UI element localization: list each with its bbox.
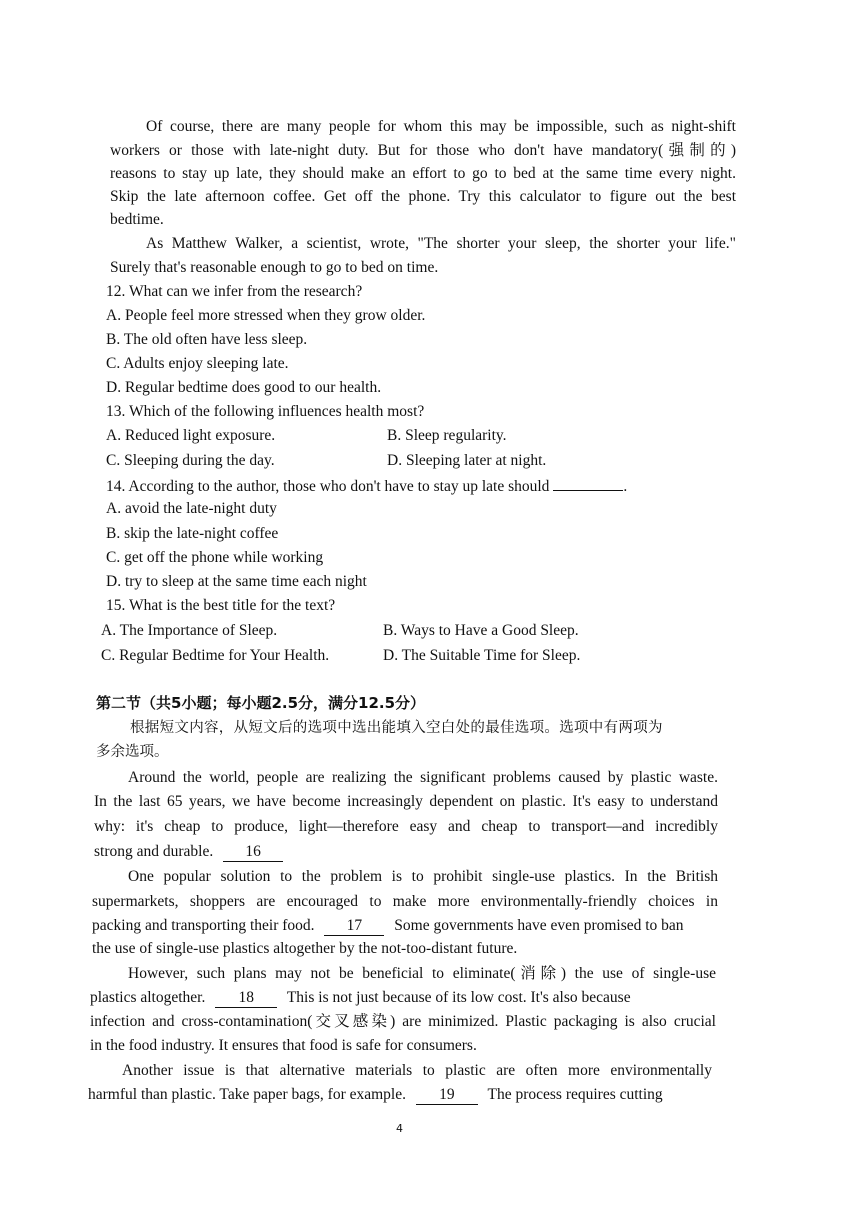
page-number: 4 <box>396 1122 403 1135</box>
question-13-stem: 13. Which of the following influences health most? <box>106 403 425 420</box>
cloze-p4-line1: Another issue is that alternative materials to plastic are often more environmentally <box>122 1062 712 1079</box>
question-14-option-b: B. skip the late-night coffee <box>106 525 279 542</box>
cloze-p2-line3-text-b: Some governments have even promised to ban <box>394 917 684 934</box>
cloze-p4-line2-text-a: harmful than plastic. Take paper bags, for example. <box>88 1086 406 1103</box>
passage-p2-line2: Surely that's reasonable enough to go to bed on time. <box>110 259 439 276</box>
question-12-option-d: D. Regular bedtime does good to our health. <box>106 379 382 396</box>
cloze-p1-line2: In the last 65 years, we have become increasingly dependent on plastic. It's easy to understand <box>94 793 718 810</box>
cloze-p1-line4 <box>94 841 283 863</box>
cloze-p3-line2 <box>90 987 631 1009</box>
question-14-option-a: A. avoid the late-night duty <box>106 500 277 517</box>
passage-p1-line4: Skip the late afternoon coffee. Get off the phone. Try this calculator to figure out the best <box>110 188 736 205</box>
cloze-p2-line3 <box>92 915 684 937</box>
question-13-option-a: A. Reduced light exposure. <box>106 427 276 444</box>
passage-p1-line2: workers or those with late-night duty. But for those who don't have mandatory(强制的) <box>110 142 736 159</box>
question-14-option-c: C. get off the phone while working <box>106 549 324 566</box>
cloze-p3-line1: However, such plans may not be beneficial to eliminate(消除) the use of single-use <box>128 965 716 982</box>
section-2-heading: 第二节（共5小题；每小题2.5分，满分12.5分） <box>96 694 426 712</box>
blank-17: 17 <box>324 917 384 936</box>
blank-16: 16 <box>223 843 283 862</box>
passage-p1-line5: bedtime. <box>110 211 164 228</box>
section-2-instruction-line1: 根据短文内容，从短文后的选项中选出能填入空白处的最佳选项。选项中有两项为 <box>130 720 663 736</box>
blank-19: 19 <box>416 1086 478 1105</box>
passage-p1-line1: Of course, there are many people for whom this may be impossible, such as night-shift <box>146 118 736 135</box>
answer-blank <box>553 474 623 491</box>
passage-p2-line1: As Matthew Walker, a scientist, wrote, "The shorter your sleep, the shorter your life." <box>146 235 736 252</box>
question-12-option-b: B. The old often have less sleep. <box>106 331 308 348</box>
question-14-stem-text: 14. According to the author, those who don't have to stay up late should <box>106 478 550 495</box>
question-13-option-b: B. Sleep regularity. <box>387 427 507 444</box>
question-13-option-d: D. Sleeping later at night. <box>387 452 547 469</box>
question-12-option-c: C. Adults enjoy sleeping late. <box>106 355 289 372</box>
cloze-p4-line2-text-b: The process requires cutting <box>487 1086 663 1103</box>
question-14-option-d: D. try to sleep at the same time each night <box>106 573 367 590</box>
cloze-p3-line4: in the food industry. It ensures that food is safe for consumers. <box>90 1037 477 1054</box>
cloze-p2-line2: supermarkets, shoppers are encouraged to make more environmentally-friendly choices in <box>92 893 718 910</box>
question-12-stem: 12. What can we infer from the research? <box>106 283 363 300</box>
cloze-p4-line2 <box>88 1084 663 1106</box>
cloze-p3-line2-text-a: plastics altogether. <box>90 989 206 1006</box>
cloze-p1-line4-text: strong and durable. <box>94 843 214 860</box>
question-14-stem <box>106 474 627 498</box>
question-12-option-a: A. People feel more stressed when they grow older. <box>106 307 426 324</box>
cloze-p3-line3: infection and cross-contamination(交叉感染) are minimized. Plastic packaging is also crucial <box>90 1013 716 1030</box>
cloze-p2-line4: the use of single-use plastics altogether by the not-too-distant future. <box>92 940 518 957</box>
blank-18: 18 <box>215 989 277 1008</box>
question-13-option-c: C. Sleeping during the day. <box>106 452 275 469</box>
passage-p1-line3: reasons to stay up late, they should make an effort to go to bed at the same time every night. <box>110 165 736 182</box>
question-15-option-c: C. Regular Bedtime for Your Health. <box>101 647 330 664</box>
cloze-p2-line1: One popular solution to the problem is to prohibit single-use plastics. In the British <box>128 868 718 885</box>
cloze-p3-line2-text-b: This is not just because of its low cost. It's also because <box>286 989 631 1006</box>
cloze-p1-line3: why: it's cheap to produce, light—therefore easy and cheap to transport—and incredibly <box>94 818 718 835</box>
question-15-option-a: A. The Importance of Sleep. <box>101 622 278 639</box>
question-15-stem: 15. What is the best title for the text? <box>106 597 336 614</box>
cloze-p2-line3-text-a: packing and transporting their food. <box>92 917 315 934</box>
cloze-p1-line1: Around the world, people are realizing the significant problems caused by plastic waste. <box>128 769 718 786</box>
question-15-option-d: D. The Suitable Time for Sleep. <box>383 647 581 664</box>
question-14-stem-end: . <box>623 478 628 495</box>
section-2-instruction-line2: 多余选项。 <box>96 744 169 760</box>
question-15-option-b: B. Ways to Have a Good Sleep. <box>383 622 579 639</box>
